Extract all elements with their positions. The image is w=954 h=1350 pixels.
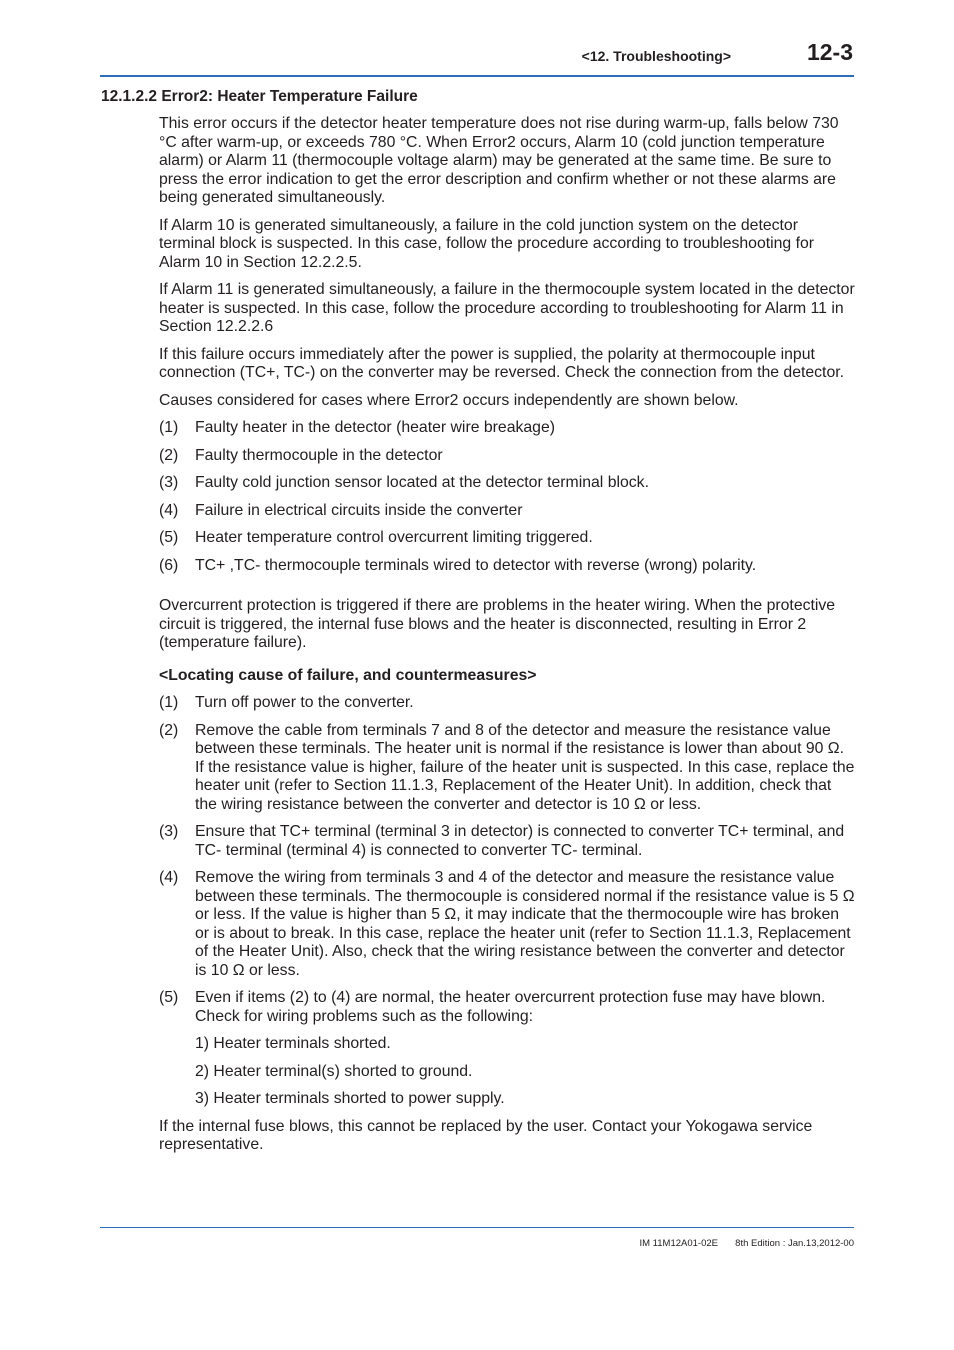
list-item-number: (4): [159, 869, 179, 886]
list-item-text: Faulty heater in the detector (heater wire breakage): [195, 419, 556, 436]
final-paragraph: If the internal fuse blows, this cannot be replaced by the user. Contact your Yokogawa service representative.: [159, 1117, 813, 1153]
causes-list: [159, 419, 856, 575]
list-item: [159, 869, 856, 980]
footer-edition: 8th Edition : Jan.13,2012-00: [735, 1238, 854, 1249]
section-body: [159, 115, 856, 1164]
list-item-number: (6): [159, 556, 179, 574]
list-item-number: (5): [159, 529, 179, 546]
list-item: [159, 474, 856, 493]
list-item-text: Faulty cold junction sensor located at the detector terminal block.: [195, 474, 649, 491]
list-item-number: (1): [159, 694, 179, 711]
list-item-number: (4): [159, 501, 179, 519]
list-item-number: (3): [159, 474, 179, 491]
list-item: [159, 722, 856, 815]
intro-paragraph: This error occurs if the detector heater temperature does not rise during warm-up, falls below 730 °C after warm-up, or exceeds 780 °C. When Error2 occurs, Alarm 10 (cold junction temperature alarm) or Alarm 11 (thermocouple voltage alarm) may be generated at the same time. Be sure to press the error indication to get the error description and confirm whether or not these alarms are being generated simultaneously.: [159, 115, 839, 206]
footer-rule: [100, 1227, 854, 1228]
list-item-number: (2): [159, 446, 179, 464]
list-item-text: Ensure that TC+ terminal (terminal 3 in detector) is connected to converter TC+ terminal, and TC- terminal (terminal 4) is connected to converter TC- terminal.: [195, 823, 845, 859]
list-item: [159, 502, 856, 521]
list-item: [159, 694, 856, 713]
countermeasures-list: [159, 694, 856, 1026]
causes-intro-paragraph: Causes considered for cases where Error2 occurs independently are shown below.: [159, 391, 739, 409]
wiring-problem-item: 2) Heater terminal(s) shorted to ground.: [195, 1062, 473, 1080]
list-item-number: (1): [159, 419, 179, 436]
list-item: [159, 447, 856, 466]
list-item-text: TC+ ,TC- thermocouple terminals wired to detector with reverse (wrong) polarity.: [195, 556, 757, 574]
alarm10-paragraph: If Alarm 10 is generated simultaneously, a failure in the cold junction system on the detector terminal block is suspected. In this case, follow the procedure according to troubleshooting for Alarm 10 in Section 12.2.2.5.: [159, 216, 815, 271]
list-item: [159, 823, 856, 860]
list-item-number: (3): [159, 823, 179, 840]
list-item-number: (5): [159, 989, 179, 1006]
alarm11-paragraph: If Alarm 11 is generated simultaneously, a failure in the thermocouple system located in the detector heater is suspected. In this case, follow the procedure according to troubleshooting for Alarm 11 in Section 12.2.2.6: [159, 281, 855, 335]
header-rule: [100, 75, 854, 77]
wiring-problem-item: 1) Heater terminals shorted.: [195, 1035, 391, 1052]
list-item-text: Failure in electrical circuits inside the converter: [195, 501, 523, 519]
list-item: [159, 557, 856, 576]
list-item-text: Faulty thermocouple in the detector: [195, 446, 443, 464]
list-item: [159, 529, 856, 548]
list-item-text: Even if items (2) to (4) are normal, the heater overcurrent protection fuse may have blown. Check for wiring problems such as the following:: [195, 989, 826, 1025]
list-item-text: Heater temperature control overcurrent limiting triggered.: [195, 529, 593, 546]
list-item-number: (2): [159, 721, 179, 739]
page-number: 12-3: [806, 39, 853, 65]
list-item: [159, 989, 856, 1026]
list-item-text: Remove the wiring from terminals 3 and 4 of the detector and measure the resistance value between these terminals. The thermocouple is considered normal if the resistance value is 5 Ω or less. If the value is higher than 5 Ω, it may indicate that the thermocouple wire has broken or is about to break. In this case, replace the heater unit (refer to Section 11.1.3, Replacement of the Heater Unit). Also, check that the wiring resistance between the converter and detector is 10 Ω or less.: [195, 869, 855, 979]
polarity-paragraph: If this failure occurs immediately after the power is supplied, the polarity at thermocouple input connection (TC+, TC-) on the converter may be reversed. Check the connection from the detector.: [159, 345, 845, 381]
countermeasures-heading: <Locating cause of failure, and countermeasures>: [159, 666, 537, 684]
list-item-text: Remove the cable from terminals 7 and 8 of the detector and measure the resistance value between these terminals. The heater unit is normal if the resistance is lower than about 90 Ω. If the resistance value is higher, failure of the heater unit is suspected. In this case, replace the heater unit (refer to Section 11.1.3, Replacement of the Heater Unit). In addition, check that the wiring resistance between the converter and detector is 10 Ω or less.: [195, 721, 855, 813]
footer-doc-number: IM 11M12A01-02E: [639, 1238, 718, 1249]
wiring-problem-item: 3) Heater terminals shorted to power supply.: [195, 1090, 505, 1107]
chapter-header: <12. Troubleshooting>: [581, 48, 731, 64]
overcurrent-paragraph: Overcurrent protection is triggered if there are problems in the heater wiring. When the protective circuit is triggered, the internal fuse blows and the heater is disconnected, resulting in Error 2 (temperature failure).: [159, 597, 836, 651]
list-item: [159, 419, 856, 438]
list-item-text: Turn off power to the converter.: [195, 694, 414, 711]
section-title: 12.1.2.2 Error2: Heater Temperature Failure: [101, 88, 418, 105]
